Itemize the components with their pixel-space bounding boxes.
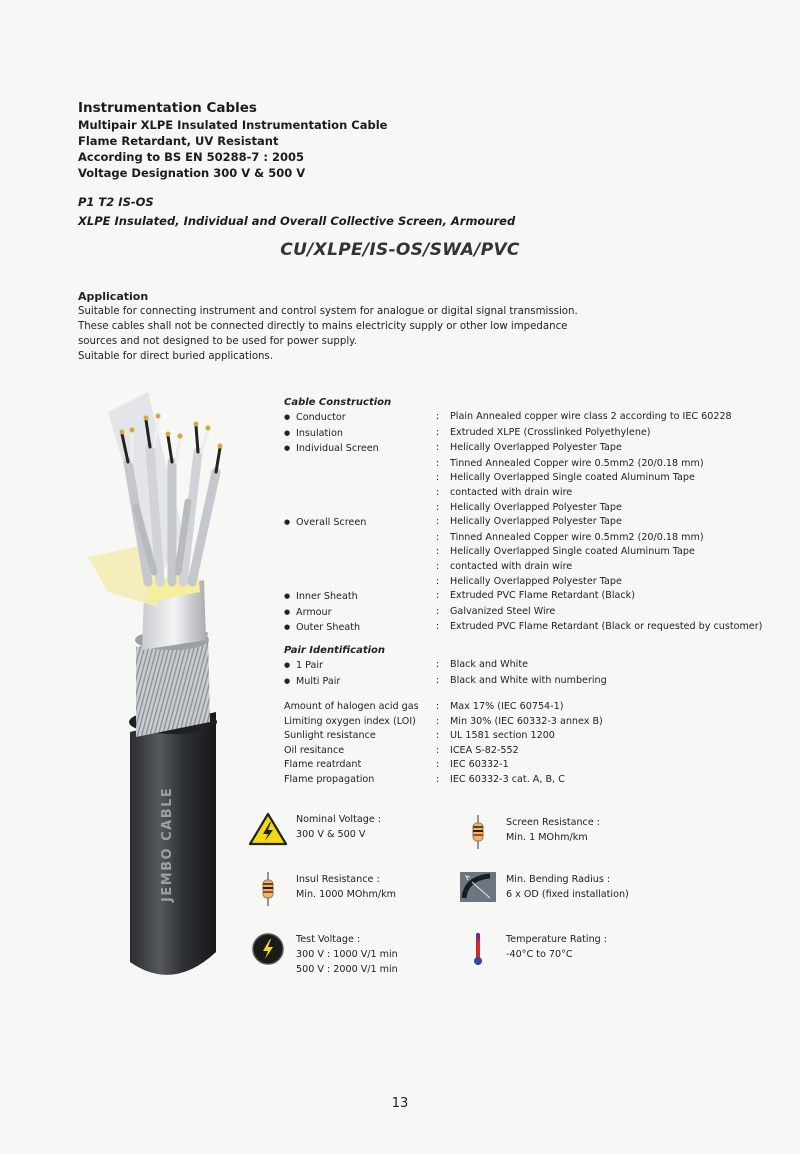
screen-resistance-label: Screen Resistance :	[506, 817, 601, 828]
resistor-icon	[248, 872, 288, 906]
insul-resistance-rating	[248, 872, 396, 906]
spec-separator: :	[436, 605, 440, 617]
spec-label: ● 1 Pair	[284, 658, 436, 674]
bending-radius-icon	[458, 872, 498, 906]
test-voltage-icon	[248, 932, 288, 966]
spec-label: ● Individual Screen	[284, 441, 436, 457]
spec-row	[284, 658, 607, 674]
spec-row	[284, 515, 762, 531]
spec-value: ICEA S-82-552	[450, 744, 519, 756]
spec-value: Galvanized Steel Wire	[450, 605, 556, 617]
spec-row	[284, 589, 762, 605]
cable-type-description: XLPE Insulated, Individual and Overall Collective Screen, Armoured	[78, 214, 516, 228]
spec-value: contacted with drain wire	[450, 486, 573, 498]
spec-label	[284, 575, 436, 590]
application-section	[78, 289, 598, 364]
nominal-voltage-value: 300 V & 500 V	[296, 829, 366, 840]
cable-sheath-print: JEMBO CABLE	[160, 786, 175, 902]
spec-value: Tinned Annealed Copper wire 0.5mm2 (20/0.18 mm)	[450, 531, 704, 543]
spec-value: Extruded PVC Flame Retardant (Black or requested by customer)	[450, 621, 763, 633]
spec-separator: :	[436, 590, 440, 602]
temperature-rating	[458, 932, 607, 966]
cable-construction-list	[284, 410, 762, 636]
spec-separator: :	[436, 531, 440, 543]
spec-row	[284, 441, 762, 457]
spec-separator: :	[436, 621, 440, 633]
temperature-rating-label: Temperature Rating :	[506, 934, 608, 945]
spec-label	[284, 471, 436, 486]
spec-separator: :	[436, 546, 440, 558]
spec-label: Flame propagation	[284, 773, 375, 785]
pair-identification-section	[284, 643, 607, 689]
spec-row	[284, 531, 762, 546]
high-voltage-warning-icon	[248, 812, 288, 846]
spec-row	[284, 560, 762, 575]
test-voltage-rating	[248, 932, 398, 977]
spec-separator: :	[436, 426, 440, 438]
spec-separator: :	[436, 560, 440, 572]
spec-label	[284, 457, 436, 472]
spec-label: Flame reatrdant	[284, 759, 362, 771]
spec-row	[284, 545, 762, 560]
spec-value: Helically Overlapped Polyester Tape	[450, 442, 622, 454]
spec-separator: :	[436, 659, 440, 670]
spec-row	[284, 715, 603, 730]
spec-label	[284, 545, 436, 560]
spec-separator: :	[436, 744, 440, 756]
cable-type-code: P1 T2 IS-OS	[78, 195, 154, 209]
spec-label: ● Overall Screen	[284, 515, 436, 531]
spec-row	[284, 773, 603, 788]
cable-type-subhead	[78, 193, 515, 231]
screen-resistance-rating	[458, 815, 600, 849]
header-line: Voltage Designation 300 V & 500 V	[78, 166, 306, 180]
spec-row	[284, 674, 607, 690]
header	[78, 100, 387, 181]
spec-value: contacted with drain wire	[450, 560, 573, 572]
pair-identification-list	[284, 658, 607, 689]
spec-row	[284, 471, 762, 486]
cable-construction-section	[284, 395, 762, 636]
cable-construction-code: CU/XLPE/IS-OS/SWA/PVC	[280, 240, 520, 260]
spec-row	[284, 501, 762, 516]
bending-radius-label: Min. Bending Radius :	[506, 874, 611, 885]
temperature-rating-value: -40°C to 70°C	[506, 949, 573, 960]
spec-value: Black and White	[450, 659, 529, 670]
insul-resistance-label: Insul Resistance :	[296, 874, 380, 885]
spec-value: Extruded PVC Flame Retardant (Black)	[450, 590, 635, 602]
spec-value: Helically Overlapped Polyester Tape	[450, 575, 622, 587]
application-line: Suitable for direct buried applications.	[78, 351, 274, 362]
spec-row	[284, 758, 603, 773]
screen-resistance-value: Min. 1 MOhm/km	[506, 832, 588, 843]
pair-identification-title: Pair Identification	[284, 645, 386, 656]
spec-label: Limiting oxygen index (LOI)	[284, 715, 416, 727]
test-voltage-300: 300 V : 1000 V/1 min	[296, 949, 398, 960]
spec-row	[284, 410, 762, 426]
spec-row	[284, 729, 603, 744]
spec-value: Helically Overlapped Single coated Aluminum Tape	[450, 546, 695, 558]
header-line: Flame Retardant, UV Resistant	[78, 134, 279, 148]
spec-value: IEC 60332-1	[450, 759, 509, 771]
spec-separator: :	[436, 501, 440, 513]
spec-label: Oil resitance	[284, 744, 345, 756]
header-line: Multipair XLPE Insulated Instrumentation Cable	[78, 118, 388, 132]
spec-label: ● Armour	[284, 605, 436, 621]
spec-label	[284, 560, 436, 575]
nominal-voltage-rating	[248, 812, 381, 846]
spec-label: ● Inner Sheath	[284, 589, 436, 605]
properties-section	[284, 700, 603, 788]
spec-value: Black and White with numbering	[450, 674, 607, 686]
spec-separator: :	[436, 575, 440, 587]
spec-label: Amount of halogen acid gas	[284, 701, 419, 712]
spec-label: ● Multi Pair	[284, 674, 436, 690]
spec-label: ● Outer Sheath	[284, 620, 436, 636]
properties-list	[284, 700, 603, 788]
page-number: 13	[391, 1096, 409, 1111]
spec-value: Tinned Annealed Copper wire 0.5mm2 (20/0.18 mm)	[450, 457, 704, 469]
spec-separator: :	[436, 472, 440, 484]
spec-value: Plain Annealed copper wire class 2 according to IEC 60228	[450, 411, 732, 422]
spec-separator: :	[436, 457, 440, 469]
spec-label: ● Conductor	[284, 410, 436, 426]
spec-row	[284, 620, 762, 636]
application-title: Application	[78, 290, 149, 303]
spec-row	[284, 700, 603, 715]
spec-label	[284, 531, 436, 546]
spec-separator: :	[436, 442, 440, 454]
application-line: sources and not designed to be used for power supply.	[78, 336, 357, 347]
spec-row	[284, 744, 603, 759]
spec-separator: :	[436, 730, 440, 742]
spec-row	[284, 486, 762, 501]
spec-row	[284, 426, 762, 442]
spec-separator: :	[436, 701, 440, 712]
spec-value: IEC 60332-3 cat. A, B, C	[450, 773, 565, 785]
header-line: According to BS EN 50288-7 : 2005	[78, 150, 305, 164]
spec-separator: :	[436, 411, 440, 422]
spec-value: Extruded XLPE (Crosslinked Polyethylene)	[450, 426, 651, 438]
spec-label	[284, 501, 436, 516]
thermometer-icon	[458, 932, 498, 966]
spec-separator: :	[436, 773, 440, 785]
spec-value: Max 17% (IEC 60754-1)	[450, 701, 564, 712]
spec-label: Sunlight resistance	[284, 730, 376, 742]
test-voltage-500: 500 V : 2000 V/1 min	[296, 964, 398, 975]
spec-separator: :	[436, 715, 440, 727]
spec-separator: :	[436, 486, 440, 498]
application-line: Suitable for connecting instrument and control system for analogue or digital signal transmission.	[78, 306, 578, 317]
resistor-icon	[458, 815, 498, 849]
spec-label: ● Insulation	[284, 426, 436, 442]
bending-radius-rating	[458, 872, 629, 906]
spec-separator: :	[436, 516, 440, 528]
page-title: Instrumentation Cables	[78, 100, 257, 116]
spec-row	[284, 575, 762, 590]
spec-value: Helically Overlapped Polyester Tape	[450, 501, 622, 513]
spec-row	[284, 605, 762, 621]
insul-resistance-value: Min. 1000 MOhm/km	[296, 889, 396, 900]
spec-label	[284, 486, 436, 501]
cable-cross-section-illustration	[88, 392, 268, 982]
cable-construction-title: Cable Construction	[284, 397, 392, 408]
spec-value: UL 1581 section 1200	[450, 730, 555, 742]
spec-separator: :	[436, 674, 440, 686]
spec-value: Helically Overlapped Polyester Tape	[450, 516, 622, 528]
application-line: These cables shall not be connected directly to mains electricity supply or other low impedance	[78, 321, 568, 332]
bending-radius-value: 6 x OD (fixed installation)	[506, 889, 629, 900]
nominal-voltage-label: Nominal Voltage :	[296, 814, 381, 825]
spec-value: Helically Overlapped Single coated Aluminum Tape	[450, 472, 695, 484]
test-voltage-label: Test Voltage :	[296, 934, 361, 945]
spec-value: Min 30% (IEC 60332-3 annex B)	[450, 715, 603, 727]
spec-row	[284, 457, 762, 472]
spec-separator: :	[436, 759, 440, 771]
